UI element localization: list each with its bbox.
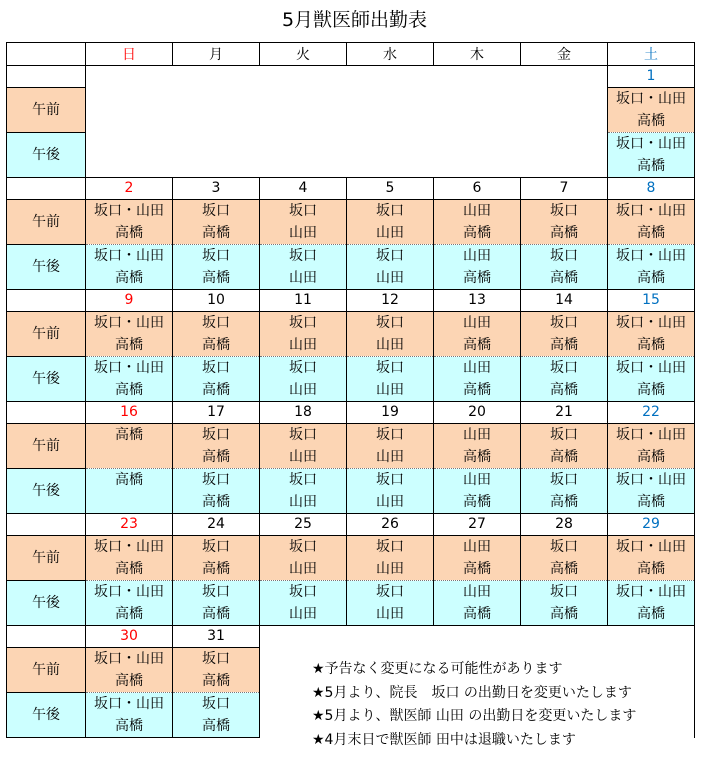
pm-shift-cell: 高橋 xyxy=(173,491,260,514)
pm-shift-cell: 高橋 xyxy=(86,603,173,626)
date-cell: 18 xyxy=(260,402,347,424)
pm-shift-cell: 高橋 xyxy=(608,379,695,402)
am-shift-cell: 山田 xyxy=(434,200,521,223)
pm-shift-cell: 坂口 xyxy=(347,469,434,492)
weekday-header: 水 xyxy=(347,43,434,66)
pm-shift-cell: 山田 xyxy=(260,491,347,514)
am-shift-cell: 高橋 xyxy=(86,558,173,581)
date-cell: 13 xyxy=(434,290,521,312)
date-cell: 11 xyxy=(260,290,347,312)
am-shift-cell: 高橋 xyxy=(608,446,695,469)
am-shift-cell: 高橋 xyxy=(173,222,260,245)
am-shift-cell: 坂口 xyxy=(347,424,434,447)
date-cell: 28 xyxy=(521,514,608,536)
corner-cell xyxy=(7,43,86,66)
am-shift-cell: 坂口・山田 xyxy=(608,536,695,559)
date-cell: 23 xyxy=(86,514,173,536)
date-cell: 14 xyxy=(521,290,608,312)
am-shift-cell: 山田 xyxy=(347,334,434,357)
am-shift-cell: 坂口 xyxy=(173,648,260,671)
date-cell: 1 xyxy=(608,66,695,88)
pm-shift-cell: 坂口・山田 xyxy=(86,693,173,716)
pm-label: 午後 xyxy=(7,693,86,738)
pm-shift-cell: 坂口 xyxy=(521,357,608,380)
date-cell: 9 xyxy=(86,290,173,312)
am-shift-cell: 坂口・山田 xyxy=(86,648,173,671)
pm-shift-cell: 坂口 xyxy=(347,245,434,268)
pm-shift-cell: 山田 xyxy=(434,357,521,380)
am-shift-cell: 坂口 xyxy=(521,200,608,223)
am-shift-cell: 坂口 xyxy=(260,424,347,447)
pm-shift-cell: 高橋 xyxy=(608,603,695,626)
pm-shift-cell: 坂口・山田 xyxy=(608,581,695,604)
am-shift-cell: 高橋 xyxy=(173,670,260,693)
am-shift-cell: 坂口 xyxy=(173,424,260,447)
pm-shift-cell: 山田 xyxy=(434,581,521,604)
pm-shift-cell: 高橋 xyxy=(86,267,173,290)
pm-shift-cell: 高橋 xyxy=(521,491,608,514)
am-shift-cell: 坂口 xyxy=(173,200,260,223)
pm-shift-cell: 山田 xyxy=(347,379,434,402)
pm-shift-cell: 高橋 xyxy=(173,715,260,738)
am-shift-cell: 高橋 xyxy=(173,558,260,581)
am-shift-cell: 山田 xyxy=(347,222,434,245)
am-shift-cell xyxy=(86,446,173,469)
page-title: 5月獣医師出勤表 xyxy=(281,9,428,31)
date-cell: 3 xyxy=(173,178,260,200)
am-shift-cell: 高橋 xyxy=(608,558,695,581)
pm-shift-cell: 山田 xyxy=(347,491,434,514)
pm-shift-cell: 高橋 xyxy=(86,715,173,738)
pm-shift-cell: 坂口 xyxy=(521,245,608,268)
pm-shift-cell: 坂口 xyxy=(173,581,260,604)
pm-shift-cell: 高橋 xyxy=(173,379,260,402)
date-cell: 5 xyxy=(347,178,434,200)
am-shift-cell: 坂口 xyxy=(347,200,434,223)
am-shift-cell: 高橋 xyxy=(173,446,260,469)
am-shift-cell: 高橋 xyxy=(86,424,173,447)
pm-shift-cell: 山田 xyxy=(347,267,434,290)
date-cell: 21 xyxy=(521,402,608,424)
blank-area xyxy=(86,66,608,178)
date-cell: 6 xyxy=(434,178,521,200)
am-label: 午前 xyxy=(7,200,86,245)
am-shift-cell: 山田 xyxy=(260,222,347,245)
date-cell: 22 xyxy=(608,402,695,424)
am-shift-cell: 山田 xyxy=(260,446,347,469)
weekday-header: 日 xyxy=(86,43,173,66)
pm-shift-cell: 坂口 xyxy=(173,357,260,380)
weekday-header: 木 xyxy=(434,43,521,66)
am-shift-cell: 坂口・山田 xyxy=(86,536,173,559)
pm-label: 午後 xyxy=(7,245,86,290)
date-cell: 15 xyxy=(608,290,695,312)
date-row-label xyxy=(7,514,86,536)
am-shift-cell: 坂口・山田 xyxy=(608,312,695,335)
am-shift-cell: 山田 xyxy=(260,558,347,581)
notes xyxy=(312,658,636,752)
am-shift-cell: 高橋 xyxy=(521,222,608,245)
pm-shift-cell: 坂口 xyxy=(173,693,260,716)
pm-shift-cell: 坂口 xyxy=(260,469,347,492)
am-shift-cell: 坂口 xyxy=(260,536,347,559)
am-shift-cell: 高橋 xyxy=(608,110,695,133)
am-label: 午前 xyxy=(7,536,86,581)
am-shift-cell: 坂口・山田 xyxy=(86,312,173,335)
am-shift-cell: 高橋 xyxy=(86,334,173,357)
pm-shift-cell: 坂口 xyxy=(260,357,347,380)
pm-shift-cell: 高橋 xyxy=(434,379,521,402)
am-shift-cell: 山田 xyxy=(434,312,521,335)
pm-shift-cell: 坂口・山田 xyxy=(86,357,173,380)
am-shift-cell: 高橋 xyxy=(434,334,521,357)
am-label: 午前 xyxy=(7,88,86,133)
am-shift-cell: 山田 xyxy=(347,446,434,469)
date-cell: 30 xyxy=(86,626,173,648)
pm-shift-cell: 坂口・山田 xyxy=(608,133,695,156)
am-shift-cell: 坂口・山田 xyxy=(86,200,173,223)
date-cell: 2 xyxy=(86,178,173,200)
pm-shift-cell: 山田 xyxy=(260,379,347,402)
pm-shift-cell: 山田 xyxy=(434,469,521,492)
am-shift-cell: 坂口 xyxy=(173,312,260,335)
am-shift-cell: 山田 xyxy=(434,424,521,447)
am-shift-cell: 高橋 xyxy=(521,334,608,357)
pm-shift-cell: 坂口・山田 xyxy=(608,245,695,268)
pm-shift-cell: 坂口 xyxy=(260,245,347,268)
date-cell: 26 xyxy=(347,514,434,536)
pm-shift-cell: 坂口 xyxy=(347,357,434,380)
am-shift-cell: 高橋 xyxy=(86,222,173,245)
pm-shift-cell: 坂口 xyxy=(173,469,260,492)
pm-shift-cell: 坂口 xyxy=(347,581,434,604)
am-shift-cell: 坂口・山田 xyxy=(608,88,695,111)
pm-shift-cell: 高橋 xyxy=(86,469,173,492)
weekday-header: 火 xyxy=(260,43,347,66)
am-shift-cell: 坂口 xyxy=(521,424,608,447)
pm-shift-cell: 高橋 xyxy=(608,491,695,514)
am-shift-cell: 坂口・山田 xyxy=(608,424,695,447)
date-cell: 29 xyxy=(608,514,695,536)
weekday-header: 土 xyxy=(608,43,695,66)
pm-shift-cell: 高橋 xyxy=(608,155,695,178)
pm-shift-cell: 高橋 xyxy=(521,603,608,626)
note-item: ★4月末日で獣医師 田中は退職いたします xyxy=(312,731,576,748)
pm-shift-cell: 坂口・山田 xyxy=(86,581,173,604)
am-shift-cell: 山田 xyxy=(260,334,347,357)
date-cell: 4 xyxy=(260,178,347,200)
am-shift-cell: 高橋 xyxy=(173,334,260,357)
weekday-header: 月 xyxy=(173,43,260,66)
date-cell: 27 xyxy=(434,514,521,536)
pm-shift-cell: 高橋 xyxy=(434,491,521,514)
pm-label: 午後 xyxy=(7,133,86,178)
pm-shift-cell: 山田 xyxy=(347,603,434,626)
date-row-label xyxy=(7,290,86,312)
pm-shift-cell xyxy=(86,491,173,514)
date-row-label xyxy=(7,402,86,424)
pm-label: 午後 xyxy=(7,581,86,626)
date-cell: 24 xyxy=(173,514,260,536)
pm-shift-cell: 高橋 xyxy=(521,267,608,290)
pm-shift-cell: 山田 xyxy=(434,245,521,268)
weekday-header: 金 xyxy=(521,43,608,66)
am-shift-cell: 高橋 xyxy=(521,558,608,581)
pm-shift-cell: 高橋 xyxy=(434,267,521,290)
am-label: 午前 xyxy=(7,424,86,469)
pm-shift-cell: 坂口 xyxy=(521,581,608,604)
pm-shift-cell: 山田 xyxy=(260,267,347,290)
pm-label: 午後 xyxy=(7,357,86,402)
date-row-label xyxy=(7,626,86,648)
am-shift-cell: 高橋 xyxy=(434,558,521,581)
note-item: ★5月より、院長 坂口 の出勤日を変更いたします xyxy=(312,684,632,701)
pm-shift-cell: 高橋 xyxy=(608,267,695,290)
am-shift-cell: 高橋 xyxy=(434,222,521,245)
date-cell: 10 xyxy=(173,290,260,312)
am-shift-cell: 山田 xyxy=(434,536,521,559)
pm-shift-cell: 坂口・山田 xyxy=(608,357,695,380)
am-shift-cell: 高橋 xyxy=(434,446,521,469)
pm-label: 午後 xyxy=(7,469,86,514)
pm-shift-cell: 山田 xyxy=(260,603,347,626)
pm-shift-cell: 坂口 xyxy=(521,469,608,492)
date-cell: 7 xyxy=(521,178,608,200)
pm-shift-cell: 高橋 xyxy=(173,603,260,626)
am-label: 午前 xyxy=(7,312,86,357)
date-row-label xyxy=(7,178,86,200)
am-shift-cell: 高橋 xyxy=(608,222,695,245)
am-shift-cell: 高橋 xyxy=(521,446,608,469)
date-cell: 19 xyxy=(347,402,434,424)
am-shift-cell: 坂口 xyxy=(173,536,260,559)
pm-shift-cell: 高橋 xyxy=(521,379,608,402)
date-cell: 12 xyxy=(347,290,434,312)
pm-shift-cell: 坂口・山田 xyxy=(86,245,173,268)
date-cell: 25 xyxy=(260,514,347,536)
pm-shift-cell: 高橋 xyxy=(434,603,521,626)
pm-shift-cell: 坂口・山田 xyxy=(608,469,695,492)
date-cell: 31 xyxy=(173,626,260,648)
pm-shift-cell: 坂口 xyxy=(260,581,347,604)
am-shift-cell: 高橋 xyxy=(86,670,173,693)
note-item: ★予告なく変更になる可能性があります xyxy=(312,661,563,677)
note-item: ★5月より、獣医師 山田 の出勤日を変更いたします xyxy=(312,708,637,724)
pm-shift-cell: 高橋 xyxy=(86,379,173,402)
am-shift-cell: 坂口 xyxy=(521,312,608,335)
date-cell: 20 xyxy=(434,402,521,424)
date-cell: 16 xyxy=(86,402,173,424)
date-cell: 17 xyxy=(173,402,260,424)
am-shift-cell: 坂口 xyxy=(347,312,434,335)
date-row-label xyxy=(7,66,86,88)
am-shift-cell: 山田 xyxy=(347,558,434,581)
am-shift-cell: 坂口 xyxy=(260,312,347,335)
am-shift-cell: 坂口 xyxy=(347,536,434,559)
pm-shift-cell: 坂口 xyxy=(173,245,260,268)
schedule-table xyxy=(6,42,695,738)
am-shift-cell: 坂口・山田 xyxy=(608,200,695,223)
am-label: 午前 xyxy=(7,648,86,693)
am-shift-cell: 坂口 xyxy=(260,200,347,223)
pm-shift-cell: 高橋 xyxy=(173,267,260,290)
date-cell: 8 xyxy=(608,178,695,200)
am-shift-cell: 坂口 xyxy=(521,536,608,559)
am-shift-cell: 高橋 xyxy=(608,334,695,357)
